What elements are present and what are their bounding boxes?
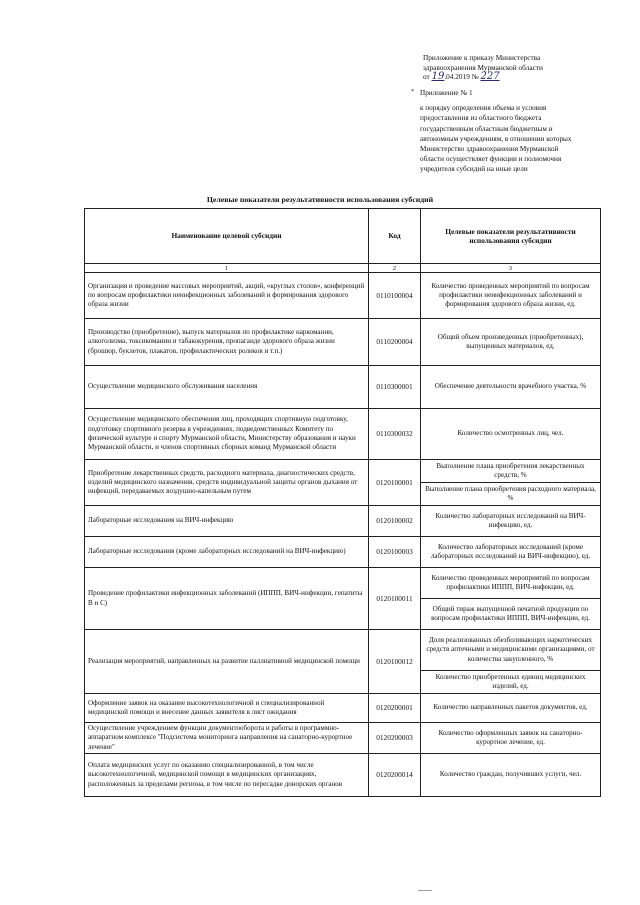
table-row: [85, 723, 601, 754]
column-numbers-row: [85, 264, 601, 273]
subsidy-name: Осуществление медицинского обеспечения лиц, проходящих спортивную подготовку, подготовку спортивного резерва в учреждениях, подведомственных Комитету по физической культуре и спорту Мурманской области, Министерству образования и науки Мурманской области, и членов спортивных сборных команд Мурманской области: [85, 409, 369, 460]
table-row: [85, 409, 601, 460]
appendix-line: Министерство здравоохранения Мурманской: [420, 145, 559, 154]
subsidy-code: 0120200001: [369, 694, 421, 723]
column-number: 1: [85, 264, 369, 273]
subsidy-name: Приобретение лекарственных средств, расходного материала, диагностических средств, изделий медицинского назначения, средств индивидуальной защиты органов дыхания от инфекций, передаваемых воздушно-капельным путем: [85, 460, 369, 506]
approval-line-2: здравоохранения Мурманской области: [423, 62, 543, 72]
scan-artifact-mark: [418, 890, 432, 891]
indicator: Общий тираж выпущенной печатной продукции по вопросам профилактики ИППП, ВИЧ-инфекции, ед.: [421, 599, 601, 630]
indicator: Количество направленных пакетов документов, ед.: [421, 694, 601, 723]
table-row: [85, 460, 601, 483]
appendix-line: государственным областным бюджетным и: [420, 124, 553, 133]
subsidy-name: Осуществление медицинского обслуживания населения: [85, 366, 369, 409]
appendix-note: [411, 88, 606, 175]
subsidy-code: 0120100011: [369, 568, 421, 630]
indicator: Количество приобретенных единиц медицинских изделий, ед.: [421, 671, 601, 694]
indicator: Количество проведенных мероприятий по вопросам профилактики неинфекционных заболеваний и формирования здорового образа жизни, ед.: [421, 273, 601, 319]
subsidy-code: 0120100002: [369, 506, 421, 537]
subsidy-code: 0120200003: [369, 723, 421, 754]
indicator: Количество лабораторных исследований (кроме лабораторных исследований на ВИЧ-инфекцию), ед.: [421, 537, 601, 568]
appendix-title: [411, 88, 606, 98]
document-title: Целевые показатели результативности использования субсидий: [206, 195, 434, 204]
table-row: [85, 568, 601, 599]
subsidy-code: 0110300032: [369, 409, 421, 460]
subsidy-code: 0120100001: [369, 460, 421, 506]
subsidy-name: Производство (приобретение), выпуск материалов по профилактике наркомании, алкоголизма, токсикомании и табакокурения, пропаганде здорового образа жизни (брошюр, буклетов, плакатов, профилактических роликов и т.п.): [85, 319, 369, 366]
approval-line-1: Приложение к приказу Министерства: [423, 53, 541, 62]
table-row: [85, 754, 601, 797]
table-row: [85, 273, 601, 319]
table-row: [85, 694, 601, 723]
appendix-title-text: Приложение № 1: [420, 89, 473, 97]
date-prefix: от: [423, 72, 430, 82]
indicator: Выполнение плана приобретения расходного материала, %: [421, 483, 601, 506]
indicator: Количество проведенных мероприятий по вопросам профилактики ИППП, ВИЧ-инфекции, ед.: [421, 568, 601, 599]
date-day-handwritten: 19: [431, 71, 445, 83]
header-indicator: Целевые показатели результативности использования субсидии: [421, 209, 601, 264]
subsidy-code: 0110300001: [369, 366, 421, 409]
indicator: Количество лабораторных исследований на ВИЧ-инфекцию, ед.: [421, 506, 601, 537]
subsidy-name: Осуществление учреждением функции документооборота и работы в программно-аппаратном комплексе "Подсистема мониторинга направления на санаторно-курортное лечение": [85, 723, 369, 754]
column-number: 3: [421, 264, 601, 273]
indicator: Количество оформленных заявок на санаторно-курортное лечение, ед.: [421, 723, 601, 754]
subsidy-name: Оформление заявок на оказание высокотехнологичной и специализированной медицинской помощи и внесение данных заявителя в лист ожидания: [85, 694, 369, 723]
appendix-line: к порядку определения объема и условия: [420, 104, 547, 113]
appendix-line: учредителя субсидий на иные цели: [420, 165, 528, 174]
order-number-handwritten: 227: [480, 71, 500, 83]
subsidy-name: Лабораторные исследования (кроме лабораторных исследований на ВИЧ-инфекцию): [85, 537, 369, 568]
subsidy-name: Лабораторные исследования на ВИЧ-инфекцию: [85, 506, 369, 537]
column-number: 2: [369, 264, 421, 273]
appendix-line: автономным учреждениям, в отношении которых: [420, 134, 572, 143]
indicator: Доля реализованных обезболивающих наркотических средств аптечными и медицинскими организациями, от количества закупленного, %: [421, 630, 601, 671]
subsidy-name: Оплата медицинских услуг по оказанию специализированной, в том числе высокотехнологичной, медицинской помощи в медицинских организациях, расположенных за пределами региона, в том числе по пересадке донорских органов: [85, 754, 369, 797]
subsidy-code: 0120100003: [369, 537, 421, 568]
appendix-line: области осуществляет функции и полномочия: [420, 155, 562, 164]
approval-stamp: [423, 53, 603, 82]
approval-date-line: [423, 72, 603, 82]
table-row: [85, 506, 601, 537]
targets-table: [84, 208, 601, 797]
table-row: [85, 537, 601, 568]
subsidy-code: 0110200004: [369, 319, 421, 366]
subsidy-name: Организация и проведение массовых мероприятий, акций, «круглых столов», конференций по вопросам профилактики неинфекционных заболеваний и формирования здорового образа жизни: [85, 273, 369, 319]
indicator: Количество граждан, получивших услуги, чел.: [421, 754, 601, 797]
indicator: Общий объем произведенных (приобретенных), выпущенных материалов, ед.: [421, 319, 601, 366]
subsidy-code: 0120100012: [369, 630, 421, 694]
header-code: Код: [369, 209, 421, 264]
asterisk-mark: *: [411, 89, 414, 95]
indicator: Количество осмотренных лиц, чел.: [421, 409, 601, 460]
subsidy-name: Реализация мероприятий, направленных на развитие паллиативной медицинской помощи: [85, 630, 369, 694]
subsidy-code: 0110100004: [369, 273, 421, 319]
date-rest: .04.2019 №: [444, 72, 479, 82]
table-header-row: [85, 209, 601, 264]
appendix-line: предоставления из областного бюджета: [420, 114, 542, 123]
indicator: Обеспечение деятельности врачебного участка, %: [421, 366, 601, 409]
table-row: [85, 630, 601, 671]
indicator: Выполнение плана приобретения лекарственных средств, %: [421, 460, 601, 483]
appendix-body: [420, 103, 606, 174]
subsidy-code: 0120200014: [369, 754, 421, 797]
table-row: [85, 366, 601, 409]
table-row: [85, 319, 601, 366]
header-name: Наименование целевой субсидии: [85, 209, 369, 264]
subsidy-name: Проведение профилактики инфекционных заболеваний (ИППП, ВИЧ-инфекции, гепатиты В и С): [85, 568, 369, 630]
